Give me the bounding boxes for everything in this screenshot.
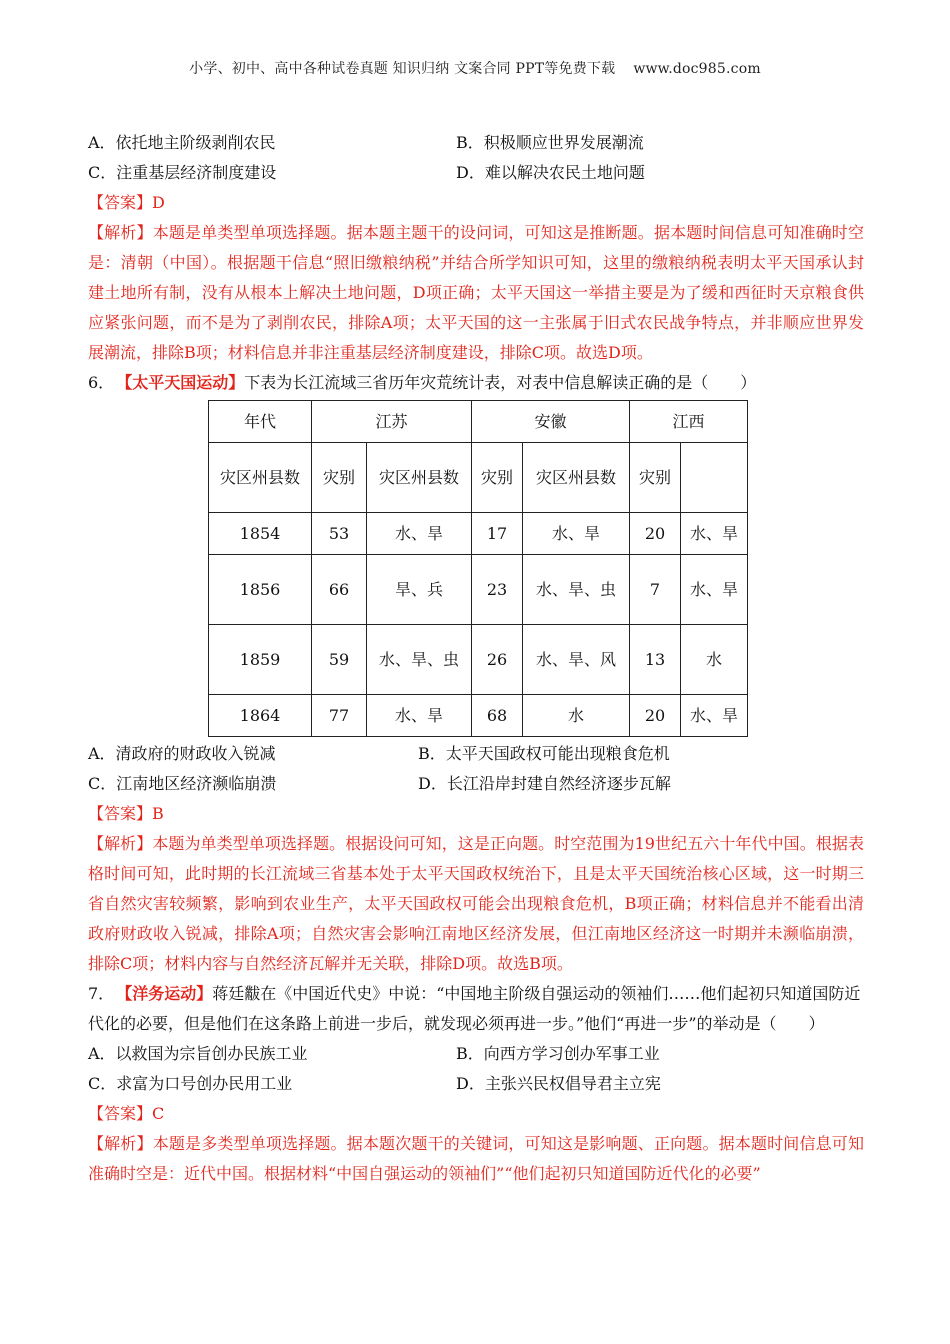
table-row xyxy=(209,513,748,555)
q6-stem xyxy=(88,368,864,398)
table-cell: 水 xyxy=(681,625,748,695)
q5-option-a: A．依托地主阶级剥削农民 xyxy=(88,133,276,152)
q5-options-row-2 xyxy=(88,158,864,188)
subheader-cell: 灾别 xyxy=(312,443,367,513)
table-row xyxy=(209,695,748,737)
subheader-cell: 灾别 xyxy=(630,443,681,513)
table-cell: 1854 xyxy=(209,513,312,555)
table-cell: 17 xyxy=(472,513,523,555)
q7-stem xyxy=(88,979,864,1039)
q5-answer-value: D xyxy=(152,193,165,212)
q6-stem-text: 下表为长江流域三省历年灾荒统计表，对表中信息解读正确的是（ ） xyxy=(244,373,757,392)
q6-answer-label: 【答案】 xyxy=(88,804,153,823)
q7-stem-text: 蒋廷黻在《中国近代史》中说：“中国地主阶级自强运动的领袖们……他们起初只知道国防近代化的必要，但是他们在这条路上前进一步后，就发现必须再进一步。”他们“再进一步”的举动是（ ） xyxy=(88,984,861,1033)
q5-options-row-1 xyxy=(88,128,864,158)
header-jiangxi: 江西 xyxy=(630,401,748,443)
table-cell: 77 xyxy=(312,695,367,737)
q5-answer xyxy=(88,188,864,218)
q7-analysis-text: 本题是多类型单项选择题。据本题次题干的关键词，可知这是影响题、正向题。据本题时间信息可知准确时空是：近代中国。根据材料“中国自强运动的领袖们”“他们起初只知道国防近代化的必要” xyxy=(88,1134,864,1183)
q7-options-row-1 xyxy=(88,1039,864,1069)
table-cell: 13 xyxy=(630,625,681,695)
header-anhui: 安徽 xyxy=(472,401,630,443)
q7-number: 7． xyxy=(88,984,115,1003)
header-site-link[interactable]: www.doc985.com xyxy=(633,61,761,77)
q7-option-b: B．向西方学习创办军事工业 xyxy=(456,1044,660,1063)
q7-answer xyxy=(88,1099,864,1129)
table-cell: 水、旱 xyxy=(367,695,472,737)
table-cell: 水、旱、虫 xyxy=(367,625,472,695)
table-header-row xyxy=(209,401,748,443)
table-cell: 53 xyxy=(312,513,367,555)
subheader-cell xyxy=(681,443,748,513)
table-cell: 水、旱 xyxy=(681,555,748,625)
table-cell: 23 xyxy=(472,555,523,625)
q6-option-a: A．清政府的财政收入锐减 xyxy=(88,744,276,763)
q5-option-d: D．难以解决农民土地问题 xyxy=(456,163,645,182)
q6-topic-tag: 【太平天国运动】 xyxy=(124,373,245,392)
subheader-cell: 灾区州县数 xyxy=(523,443,630,513)
q7-option-c: C．求富为口号创办民用工业 xyxy=(88,1074,293,1093)
table-row xyxy=(209,555,748,625)
q7-topic-tag: 【洋务运动】 xyxy=(124,984,213,1003)
table-cell: 20 xyxy=(630,513,681,555)
q6-option-d: D．长江沿岸封建自然经济逐步瓦解 xyxy=(418,774,671,793)
table-cell: 1864 xyxy=(209,695,312,737)
table-cell: 26 xyxy=(472,625,523,695)
q7-answer-label: 【答案】 xyxy=(88,1104,153,1123)
table-cell: 66 xyxy=(312,555,367,625)
table-cell: 水 xyxy=(523,695,630,737)
q6-option-b: B．太平天国政权可能出现粮食危机 xyxy=(418,744,670,763)
header-text: 小学、初中、高中各种试卷真题 知识归纳 文案合同 PPT等免费下载 xyxy=(189,61,616,77)
q6-options-row-1 xyxy=(88,739,864,769)
q6-options-row-2 xyxy=(88,769,864,799)
table-cell: 1856 xyxy=(209,555,312,625)
q5-option-b: B．积极顺应世界发展潮流 xyxy=(456,133,644,152)
q6-analysis-label: 【解析】 xyxy=(88,834,153,853)
q6-analysis-text: 本题为单类型单项选择题。根据设问可知，这是正向题。时空范围为19世纪五六十年代中国。根据表格时间可知，此时期的长江流域三省基本处于太平天国政权统治下，且是太平天国统治核心区域，这一时期三省自然灾害较频繁，影响到农业生产，太平天国政权可能会出现粮食危机，B项正确；材料信息并不能看出清政府财政收入锐减，排除A项；自然灾害会影响江南地区经济发展，但江南地区经济这一时期并未濒临崩溃，排除C项；材料内容与自然经济瓦解并无关联，排除D项。故选B项。 xyxy=(88,834,864,973)
table-cell: 水、旱 xyxy=(523,513,630,555)
table-cell: 7 xyxy=(630,555,681,625)
q6-number: 6． xyxy=(88,373,115,392)
q6-analysis xyxy=(88,829,864,979)
q5-analysis xyxy=(88,218,864,368)
q5-analysis-label: 【解析】 xyxy=(88,223,153,242)
table-cell: 1859 xyxy=(209,625,312,695)
q5-analysis-text: 本题是单类型单项选择题。据本题主题干的设问词，可知这是推断题。据本题时间信息可知准确时空是：清朝（中国）。根据题干信息“照旧缴粮纳税”并结合所学知识可知，这里的缴粮纳税表明太平天国承认封建土地所有制，没有从根本上解决土地问题，D项正确；太平天国这一举措主要是为了缓和西征时天京粮食供应紧张问题，而不是为了剥削农民，排除A项；太平天国的这一主张属于旧式农民战争特点，并非顺应世界发展潮流，排除B项；材料信息并非注重基层经济制度建设，排除C项。故选D项。 xyxy=(88,223,864,362)
table-row xyxy=(209,625,748,695)
table-cell: 水、旱 xyxy=(367,513,472,555)
q7-option-a: A．以救国为宗旨创办民族工业 xyxy=(88,1044,308,1063)
table-cell: 20 xyxy=(630,695,681,737)
q5-answer-label: 【答案】 xyxy=(88,193,153,212)
table-cell: 水、旱、风 xyxy=(523,625,630,695)
q5-option-c: C．注重基层经济制度建设 xyxy=(88,163,277,182)
header-jiangsu: 江苏 xyxy=(312,401,472,443)
disaster-table xyxy=(208,400,748,737)
table-cell: 水、旱 xyxy=(681,513,748,555)
table-cell: 旱、兵 xyxy=(367,555,472,625)
subheader-cell: 灾区州县数 xyxy=(209,443,312,513)
header-year: 年代 xyxy=(209,401,312,443)
page-header xyxy=(0,58,950,78)
q7-analysis xyxy=(88,1129,864,1189)
table-cell: 59 xyxy=(312,625,367,695)
q6-option-c: C．江南地区经济濒临崩溃 xyxy=(88,774,277,793)
table-cell: 水、旱 xyxy=(681,695,748,737)
q6-answer xyxy=(88,799,864,829)
q6-answer-value: B xyxy=(152,804,164,823)
document-body xyxy=(88,128,864,1189)
subheader-cell: 灾别 xyxy=(472,443,523,513)
subheader-cell: 灾区州县数 xyxy=(367,443,472,513)
table-subheader-row xyxy=(209,443,748,513)
q7-answer-value: C xyxy=(152,1104,165,1123)
q7-analysis-label: 【解析】 xyxy=(88,1134,153,1153)
table-cell: 68 xyxy=(472,695,523,737)
q7-option-d: D．主张兴民权倡导君主立宪 xyxy=(456,1074,661,1093)
table-cell: 水、旱、虫 xyxy=(523,555,630,625)
q7-options-row-2 xyxy=(88,1069,864,1099)
